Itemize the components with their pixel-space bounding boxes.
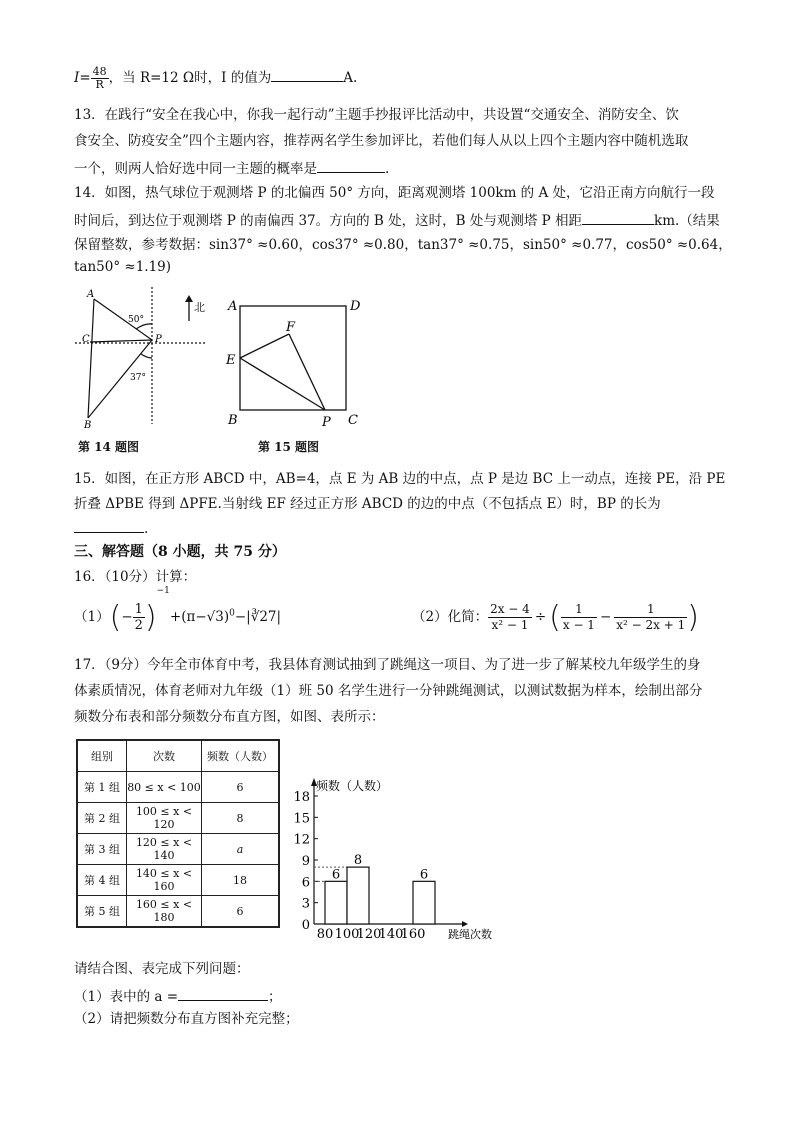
histogram-chart [290,772,500,944]
table-cell: a [202,834,280,865]
fig14-north-label: 北 [194,301,205,314]
y-axis-label: 频数（人数） [316,779,389,793]
q12-text-a: ，当 R=12 Ω时，I 的值为 [108,70,272,86]
histogram-bar [347,867,369,924]
table-row [77,865,279,896]
figure-15 [222,292,372,432]
table-cell: 第 3 组 [77,834,127,865]
frequency-table [76,739,280,928]
q14-line-1: 14．如图，热气球位于观测塔 P 的北偏西 50° 方向，距离观测塔 100km 的 A 处，它沿正南方向航行一段 [74,185,715,201]
fig15-label-B: B [228,413,238,428]
fig15-label-D: D [350,299,361,314]
q15-answer-blank[interactable] [74,518,144,533]
q16-frac-b: $\frac{1}{x - 1}$ [562,602,595,632]
table-header: 次数 [127,740,202,772]
table-cell: 第 1 组 [77,772,127,803]
bar-value-label: 8 [353,853,363,869]
x-tick-label: 140 [378,927,404,942]
fig14-label-C: C [82,334,90,345]
fig15-label-C: C [348,413,358,428]
q13-answer-blank[interactable] [317,158,385,173]
table-row [77,896,279,928]
fig14-line-CP [90,340,152,342]
q15-line-1: 15．如图，在正方形 ABCD 中，AB=4，点 E 为 AB 边的中点，点 P 是边 BC 上一动点，连接 PE，沿 PE [74,471,726,487]
y-tick-label: 0 [301,918,310,933]
q14-line-3: 保留整数，参考数据：sin37° ≈0.60，cos37° ≈0.80，tan37° ≈0.75，sin50° ≈0.77，cos50° ≈0.64， [74,237,732,253]
y-tick-label: 15 [293,811,310,827]
histogram-bar [325,881,347,924]
x-axis-label: 跳绳次数 [448,928,492,941]
fig15-label-F: F [286,320,296,335]
table-cell: 100 ≤ x < 120 [127,803,202,834]
q17-line-2: 体素质情况，体育老师对九年级（1）班 50 名学生进行一分钟跳绳测试，以测试数据为样本，绘制出部分 [74,683,703,699]
table-cell: 18 [202,865,280,896]
q13-line-1: 13．在践行“安全在我心中，你我一起行动”主题手抄报评比活动中，共设置“交通安全、消防安全、饮 [74,107,679,123]
table-cell: 160 ≤ x < 180 [127,896,202,928]
table-row [77,772,279,803]
fig14-label-B: B [84,420,92,431]
x-tick-label: 100 [334,927,360,942]
q17-line-1: 17．（9分）今年全市体育中考，我县体育测试抽到了跳绳这一项目、为了进一步了解某校九年级学生的身 [74,657,701,673]
y-tick-label: 9 [301,854,310,869]
q13-line-3: 一个，则两人恰好选中同一主题的概率是 . [74,158,389,178]
table-cell: 8 [202,803,280,834]
fig15-caption: 第 15 题图 [258,440,320,454]
bar-value-label: 6 [419,867,429,883]
q14-answer-blank[interactable] [582,210,654,225]
x-tick-label: 80 [316,927,334,942]
fig14-label-P: P [155,334,162,345]
q17-a-answer-blank[interactable] [178,986,268,1001]
fig14-label-A: A [87,289,95,300]
q16-neg-half: $\frac{1}{2}$ [134,602,143,633]
x-axis-arrow [462,921,468,927]
fig15-label-A: A [228,299,238,314]
table-cell: 80 ≤ x < 100 [127,772,202,803]
section-3-heading: 三、解答题（8 小题，共 75 分） [74,544,286,560]
q13-line-2: 食安全、防疫安全”四个主题内容，推荐两名学生参加评比，若他们每人从以上四个主题内容中随机选取 [74,133,689,149]
q17-line-3: 频数分布表和部分频数分布直方图，如图、表所示： [74,709,385,725]
q12-fraction: $\frac{48}{R}$ [92,65,107,91]
bar-value-label: 6 [331,867,341,883]
fig14-angle-arc-bottom [141,354,152,358]
table-header: 频数（人数） [202,740,280,772]
q16-part-1: （1）(− $\frac{1}{2}$ )$^{-1}+(\pi-√3)^0-|∛27|$ [74,586,282,635]
x-tick-label: 160 [400,927,426,942]
q12-text-b: A. [343,70,358,86]
x-tick-label: 120 [356,927,382,942]
table-row [77,834,279,865]
table-header: 组别 [77,740,127,772]
table-row [77,803,279,834]
fig14-angle-bottom: 37° [130,373,146,383]
histogram-bar [413,881,435,924]
q17-after: 请结合图、表完成下列问题： [74,961,250,977]
table-header-row [77,740,279,772]
q14-line-4: tan50° ≈1.19) [74,259,172,275]
q16-frac-c: $\frac{1}{\text{x² − 2x + 1}}$ [616,602,686,632]
fig14-angle-top: 50° [128,315,144,325]
y-tick-label: 12 [293,832,310,848]
q16-frac-a: $\frac{2x - 4}{\text{x² − 1}}$ [490,602,530,632]
q15-line-3: . [74,518,148,538]
fig15-label-P: P [322,415,331,430]
q17-sub-1: （1）表中的 a = ； [74,986,282,1006]
q14-line-2: 时间后，到达位于观测塔 P 的南偏西 37。方向的 B 处，这时，B 处与观测塔 P 相距 km.（结果 [74,210,720,230]
table-cell: 第 4 组 [77,865,127,896]
table-cell: 140 ≤ x < 160 [127,865,202,896]
table-cell: 6 [202,896,280,928]
fig15-line-EF [240,334,289,358]
y-tick-label: 6 [301,875,310,891]
q15-line-2: 折叠 ΔPBE 得到 ΔPFE.当射线 EF 经过正方形 ABCD 的边的中点（不包括点 E）时，BP 的长为 [74,496,661,512]
table-cell: 第 2 组 [77,803,127,834]
q17-sub-2: （2）请把频数分布直方图补充完整； [74,1011,299,1027]
q12-answer-blank[interactable] [271,67,343,82]
y-tick-label: 18 [293,790,310,805]
q12-tail [74,66,357,91]
fig14-line-AB [88,299,94,418]
table-cell: 120 ≤ x < 140 [127,834,202,865]
fig15-label-E: E [226,353,236,368]
q16-title: 16．（10分）计算： [74,569,197,585]
y-tick-label: 3 [301,896,310,912]
table-cell: 第 5 组 [77,896,127,928]
q12-lhs: I= [74,70,91,86]
q16-part-2: （2）化简： $\frac{2x - 4}{\text{x² − 1}}$ ÷ ( $\frac{1}{x - 1}$ − $\frac{1}{\text{x² − 2x + 1}}$ ) [412,600,699,635]
table-cell: 6 [202,772,280,803]
fig14-caption: 第 14 题图 [78,440,140,454]
